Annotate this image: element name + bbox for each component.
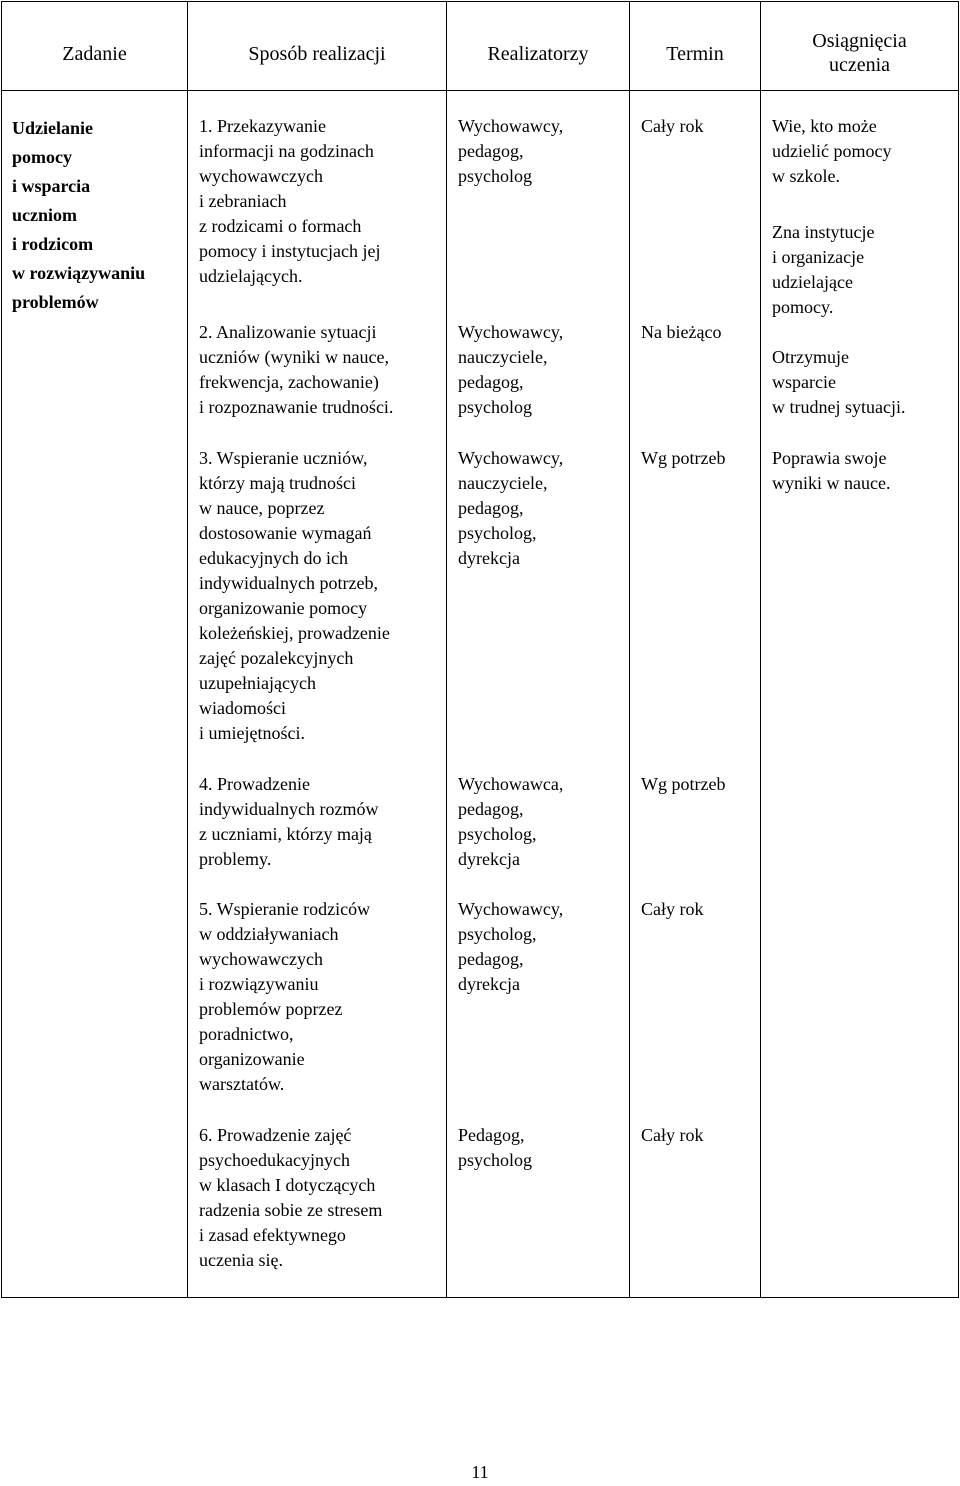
text-line: edukacyjnych do ich [199,548,348,568]
text-line: Cały rok [641,1125,704,1145]
action-1-termin [641,114,704,139]
text-line: Wychowawcy, [458,322,564,342]
task-line: i rodzicom [12,234,94,254]
text-line: informacji na godzinach [199,141,374,161]
text-line: udzielające [772,272,853,292]
text-line: Wychowawcy, [458,448,564,468]
text-line: dostosowanie wymagań [199,523,372,543]
text-line: w oddziaływaniach [199,924,339,944]
achievement-4 [772,446,890,496]
col-border-2 [446,1,447,1298]
text-line: Zna instytucje [772,222,875,242]
col-border-3 [629,1,630,1298]
text-line: udzielających. [199,266,303,286]
header-osiagniecia-line-2: uczenia [828,54,891,76]
text-line: pedagog, [458,141,524,161]
text-line: psycholog, [458,924,537,944]
text-line: indywidualnych potrzeb, [199,573,378,593]
text-line: Wg potrzeb [641,774,726,794]
action-6-realizatorzy [458,1123,532,1173]
table-top-border [1,1,959,2]
text-line: organizowanie [199,1049,305,1069]
text-line: psychoedukacyjnych [199,1150,350,1170]
text-line: Wg potrzeb [641,448,726,468]
text-line: w szkole. [772,166,840,186]
header-zadanie: Zadanie [62,43,127,65]
text-line: wyniki w nauce. [772,473,891,493]
col-border-right [958,1,959,1298]
text-line: wychowawczych [199,166,323,186]
col-border-4 [760,1,761,1298]
text-line: dyrekcja [458,974,520,994]
action-1-realizatorzy [458,114,563,189]
text-line: psycholog, [458,824,537,844]
action-4-realizatorzy [458,772,563,872]
action-3-sposob [199,446,390,746]
achievement-1 [772,114,891,189]
text-line: z uczniami, którzy mają [199,824,372,844]
text-line: pomocy i instytucjach jej [199,241,381,261]
table-bottom-border [1,1297,959,1298]
action-2-termin [641,320,721,345]
text-line: w nauce, poprzez [199,498,325,518]
text-line: i rozpoznawanie trudności. [199,397,394,417]
task-title [12,114,145,317]
text-line: Otrzymuje [772,347,849,367]
text-line: 1. Przekazywanie [199,116,326,136]
header-termin: Termin [666,43,724,65]
text-line: Wychowawcy, [458,899,564,919]
achievement-3 [772,345,905,420]
task-line: problemów [12,292,99,312]
text-line: pedagog, [458,949,524,969]
action-5-sposob [199,897,370,1097]
page-number: 11 [471,1462,489,1482]
text-line: 3. Wspieranie uczniów, [199,448,368,468]
text-line: Poprawia swoje [772,448,887,468]
text-line: 5. Wspieranie rodziców [199,899,371,919]
text-line: którzy mają trudności [199,473,356,493]
text-line: 2. Analizowanie sytuacji [199,322,377,342]
text-line: 6. Prowadzenie zajęć [199,1125,352,1145]
text-line: pedagog, [458,799,524,819]
text-line: 4. Prowadzenie [199,774,310,794]
text-line: indywidualnych rozmów [199,799,379,819]
action-4-termin [641,772,725,797]
task-line: uczniom [12,205,77,225]
header-realizatorzy: Realizatorzy [487,43,589,65]
task-line: pomocy [12,147,72,167]
text-line: z rodzicami o formach [199,216,362,236]
action-5-realizatorzy [458,897,563,997]
action-1-sposob [199,114,380,289]
text-line: zajęć pozalekcyjnych [199,648,354,668]
text-line: uczenia się. [199,1250,283,1270]
header-bottom-border [1,90,959,91]
text-line: Wie, kto może [772,116,877,136]
text-line: dyrekcja [458,548,520,568]
action-2-sposob [199,320,393,420]
action-3-termin [641,446,725,471]
text-line: Wychowawcy, [458,116,564,136]
text-line: radzenia sobie ze stresem [199,1200,383,1220]
text-line: organizowanie pomocy [199,598,368,618]
text-line: problemy. [199,849,272,869]
task-line: w rozwiązywaniu [12,263,146,283]
text-line: frekwencja, zachowanie) [199,372,379,392]
action-3-realizatorzy [458,446,563,571]
text-line: psycholog [458,166,532,186]
col-border-left [1,1,2,1298]
text-line: nauczyciele, [458,473,548,493]
action-5-termin [641,897,704,922]
task-line: i wsparcia [12,176,91,196]
text-line: i zasad efektywnego [199,1225,346,1245]
action-4-sposob [199,772,378,872]
text-line: uzupełniających [199,673,316,693]
text-line: warsztatów. [199,1074,285,1094]
text-line: psycholog [458,1150,532,1170]
text-line: i organizacje [772,247,865,267]
text-line: wsparcie [772,372,836,392]
text-line: Wychowawca, [458,774,564,794]
text-line: nauczyciele, [458,347,548,367]
text-line: poradnictwo, [199,1024,294,1044]
text-line: uczniów (wyniki w nauce, [199,347,389,367]
action-6-termin [641,1123,704,1148]
text-line: koleżeńskiej, prowadzenie [199,623,390,643]
text-line: pedagog, [458,498,524,518]
achievement-2 [772,220,874,320]
header-osiagniecia [761,29,958,77]
text-line: Cały rok [641,116,704,136]
header-osiagniecia-line-1: Osiągnięcia [812,30,907,52]
task-line: Udzielanie [12,118,93,138]
text-line: w trudnej sytuacji. [772,397,906,417]
text-line: Na bieżąco [641,322,722,342]
text-line: udzielić pomocy [772,141,892,161]
text-line: psycholog, [458,523,537,543]
text-line: i rozwiązywaniu [199,974,319,994]
text-line: Pedagog, [458,1125,525,1145]
header-sposob-realizacji: Sposób realizacji [248,43,386,65]
text-line: problemów poprzez [199,999,343,1019]
text-line: i zebraniach [199,191,287,211]
action-2-realizatorzy [458,320,563,420]
text-line: wiadomości [199,698,286,718]
text-line: pomocy. [772,297,834,317]
text-line: wychowawczych [199,949,323,969]
text-line: pedagog, [458,372,524,392]
text-line: psycholog [458,397,532,417]
text-line: dyrekcja [458,849,520,869]
text-line: i umiejętności. [199,723,305,743]
text-line: Cały rok [641,899,704,919]
col-border-1 [187,1,188,1298]
action-6-sposob [199,1123,382,1273]
text-line: w klasach I dotyczących [199,1175,376,1195]
